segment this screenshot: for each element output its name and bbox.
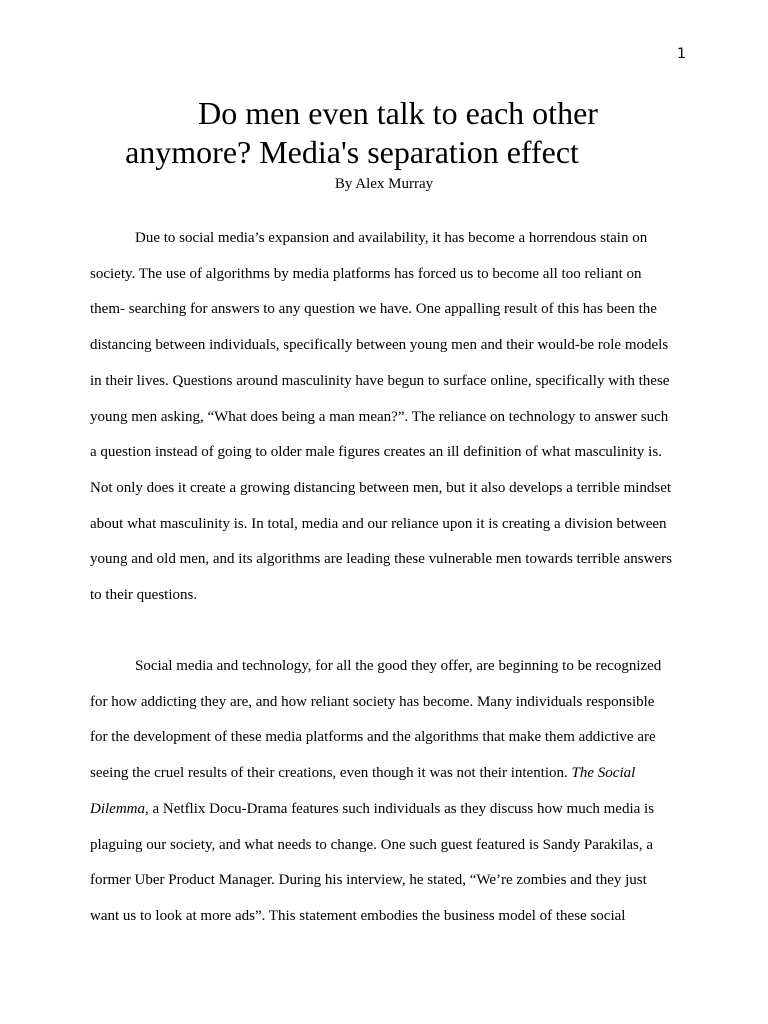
page-number: 1 — [677, 46, 686, 62]
text-line — [90, 792, 690, 828]
text-line: young and old men, and its algorithms are leading these vulnerable men towards terrible answers — [90, 551, 672, 568]
text-line: in their lives. Questions around masculinity have begun to surface online, specifically with these — [90, 372, 670, 389]
text-line: for how addicting they are, and how reliant society has become. Many individuals responsible — [90, 693, 655, 710]
paragraph-2 — [90, 649, 690, 935]
text-line: Not only does it create a growing distancing between men, but it also develops a terrible mindset — [90, 479, 672, 496]
text-line: distancing between individuals, specifically between young men and their would-be role models — [90, 337, 669, 354]
paragraph-1 — [90, 221, 690, 614]
text-line: a question instead of going to older male figures creates an ill definition of what masculinity is. — [90, 444, 662, 461]
title-line-2: anymore? Media's separation effect — [125, 134, 579, 170]
text-line: for the development of these media platforms and the algorithms that make them addictive are — [90, 729, 656, 746]
text-line: Social media and technology, for all the good they offer, are beginning to be recognized — [135, 658, 662, 674]
text-line: young men asking, “What does being a man mean?”. The reliance on technology to answer such — [90, 408, 669, 425]
film-title-italic: The Social — [571, 765, 636, 782]
film-title-italic: Dilemma — [90, 800, 145, 817]
text-line: to their questions. — [90, 587, 198, 604]
text-line: about what masculinity is. In total, media and our reliance upon it is creating a division between — [90, 515, 667, 532]
text-line — [90, 756, 690, 792]
document-title — [90, 94, 678, 172]
text-line: Due to social media’s expansion and availability, it has become a horrendous stain on — [135, 230, 648, 246]
text-line: them- searching for answers to any question we have. One appalling result of this has been the — [90, 301, 657, 318]
text-line: society. The use of algorithms by media platforms has forced us to become all too reliant on — [90, 265, 642, 282]
text-line: former Uber Product Manager. During his interview, he stated, “We’re zombies and they just — [90, 872, 647, 889]
text-run: seeing the cruel results of their creations, even though it was not their intention. — [90, 765, 572, 782]
title-line-1: Do men even talk to each other — [198, 95, 598, 131]
text-line: plaguing our society, and what needs to change. One such guest featured is Sandy Parakilas, a — [90, 836, 654, 853]
text-line: want us to look at more ads”. This statement embodies the business model of these social — [90, 907, 626, 924]
text-run: , a Netflix Docu-Drama features such individuals as they discuss how much media is — [145, 800, 655, 817]
author-byline: By Alex Murray — [334, 176, 434, 192]
